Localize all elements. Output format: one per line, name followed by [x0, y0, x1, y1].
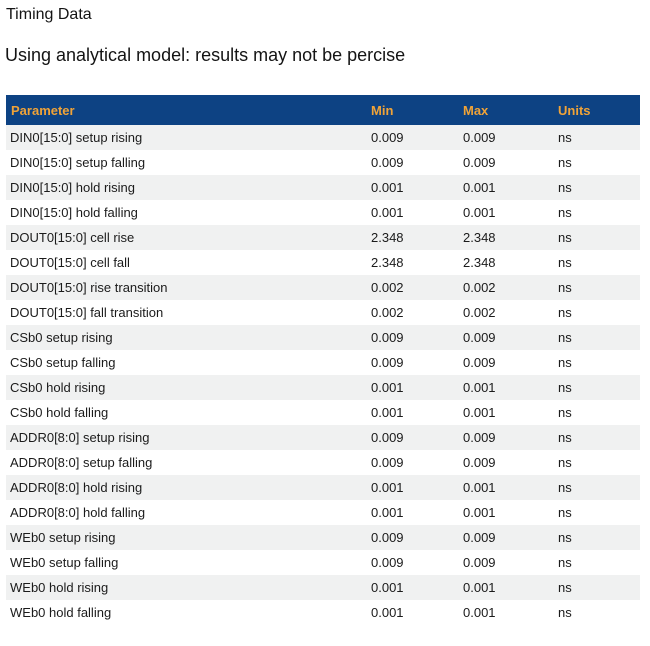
min-cell: 0.001	[365, 400, 457, 425]
table-row	[6, 225, 640, 250]
max-cell: 0.009	[457, 425, 552, 450]
min-cell: 0.001	[365, 575, 457, 600]
max-cell: 0.001	[457, 475, 552, 500]
parameter-cell: ADDR0[8:0] hold falling	[6, 500, 365, 525]
parameter-cell: DIN0[15:0] setup falling	[6, 150, 365, 175]
parameter-cell: ADDR0[8:0] setup falling	[6, 450, 365, 475]
min-cell: 0.001	[365, 500, 457, 525]
min-cell: 0.001	[365, 175, 457, 200]
parameter-cell: ADDR0[8:0] hold rising	[6, 475, 365, 500]
parameter-cell: DOUT0[15:0] fall transition	[6, 300, 365, 325]
parameter-cell: CSb0 hold falling	[6, 400, 365, 425]
parameter-cell: CSb0 setup falling	[6, 350, 365, 375]
min-cell: 0.009	[365, 325, 457, 350]
max-cell: 0.009	[457, 450, 552, 475]
parameter-cell: DIN0[15:0] hold rising	[6, 175, 365, 200]
table-row	[6, 450, 640, 475]
max-cell: 0.009	[457, 125, 552, 150]
units-cell: ns	[552, 600, 640, 625]
max-cell: 0.002	[457, 300, 552, 325]
min-cell: 2.348	[365, 250, 457, 275]
table-row	[6, 325, 640, 350]
units-cell: ns	[552, 500, 640, 525]
min-cell: 0.009	[365, 125, 457, 150]
min-cell: 0.009	[365, 150, 457, 175]
max-cell: 0.009	[457, 350, 552, 375]
page-title: Timing Data	[6, 6, 92, 23]
units-cell: ns	[552, 150, 640, 175]
parameter-cell: DOUT0[15:0] rise transition	[6, 275, 365, 300]
units-cell: ns	[552, 400, 640, 425]
min-cell: 0.002	[365, 300, 457, 325]
col-header-parameter: Parameter	[6, 95, 365, 125]
max-cell: 0.002	[457, 275, 552, 300]
table-row	[6, 550, 640, 575]
min-cell: 0.002	[365, 275, 457, 300]
table-row	[6, 125, 640, 150]
max-cell: 0.009	[457, 550, 552, 575]
table-body	[6, 125, 640, 625]
min-cell: 0.001	[365, 475, 457, 500]
max-cell: 2.348	[457, 250, 552, 275]
table-row	[6, 150, 640, 175]
parameter-cell: WEb0 hold falling	[6, 600, 365, 625]
table-row	[6, 375, 640, 400]
units-cell: ns	[552, 275, 640, 300]
units-cell: ns	[552, 350, 640, 375]
units-cell: ns	[552, 250, 640, 275]
parameter-cell: DIN0[15:0] setup rising	[6, 125, 365, 150]
units-cell: ns	[552, 450, 640, 475]
table-row	[6, 525, 640, 550]
col-header-min: Min	[365, 95, 457, 125]
table-header-row	[6, 95, 640, 125]
max-cell: 0.009	[457, 150, 552, 175]
max-cell: 0.009	[457, 325, 552, 350]
min-cell: 0.001	[365, 600, 457, 625]
table-row	[6, 500, 640, 525]
min-cell: 0.009	[365, 425, 457, 450]
max-cell: 2.348	[457, 225, 552, 250]
max-cell: 0.001	[457, 575, 552, 600]
table-row	[6, 350, 640, 375]
units-cell: ns	[552, 325, 640, 350]
min-cell: 0.009	[365, 550, 457, 575]
col-header-max: Max	[457, 95, 552, 125]
parameter-cell: WEb0 hold rising	[6, 575, 365, 600]
table-row	[6, 175, 640, 200]
table-row	[6, 575, 640, 600]
table-row	[6, 200, 640, 225]
max-cell: 0.009	[457, 525, 552, 550]
min-cell: 0.009	[365, 525, 457, 550]
parameter-cell: DOUT0[15:0] cell rise	[6, 225, 365, 250]
units-cell: ns	[552, 200, 640, 225]
table-row	[6, 250, 640, 275]
col-header-units: Units	[552, 95, 640, 125]
max-cell: 0.001	[457, 600, 552, 625]
min-cell: 0.001	[365, 200, 457, 225]
table-row	[6, 400, 640, 425]
timing-data-table	[6, 95, 640, 625]
units-cell: ns	[552, 175, 640, 200]
min-cell: 0.001	[365, 375, 457, 400]
units-cell: ns	[552, 525, 640, 550]
units-cell: ns	[552, 300, 640, 325]
page-subtitle: Using analytical model: results may not be percise	[5, 45, 406, 65]
parameter-cell: DIN0[15:0] hold falling	[6, 200, 365, 225]
units-cell: ns	[552, 575, 640, 600]
parameter-cell: CSb0 hold rising	[6, 375, 365, 400]
parameter-cell: ADDR0[8:0] setup rising	[6, 425, 365, 450]
max-cell: 0.001	[457, 375, 552, 400]
parameter-cell: CSb0 setup rising	[6, 325, 365, 350]
units-cell: ns	[552, 475, 640, 500]
max-cell: 0.001	[457, 400, 552, 425]
table-row	[6, 275, 640, 300]
table-row	[6, 600, 640, 625]
max-cell: 0.001	[457, 200, 552, 225]
min-cell: 0.009	[365, 350, 457, 375]
table-row	[6, 300, 640, 325]
units-cell: ns	[552, 225, 640, 250]
parameter-cell: DOUT0[15:0] cell fall	[6, 250, 365, 275]
parameter-cell: WEb0 setup falling	[6, 550, 365, 575]
min-cell: 0.009	[365, 450, 457, 475]
min-cell: 2.348	[365, 225, 457, 250]
max-cell: 0.001	[457, 500, 552, 525]
units-cell: ns	[552, 425, 640, 450]
units-cell: ns	[552, 375, 640, 400]
units-cell: ns	[552, 550, 640, 575]
parameter-cell: WEb0 setup rising	[6, 525, 365, 550]
max-cell: 0.001	[457, 175, 552, 200]
table-row	[6, 425, 640, 450]
table-row	[6, 475, 640, 500]
units-cell: ns	[552, 125, 640, 150]
